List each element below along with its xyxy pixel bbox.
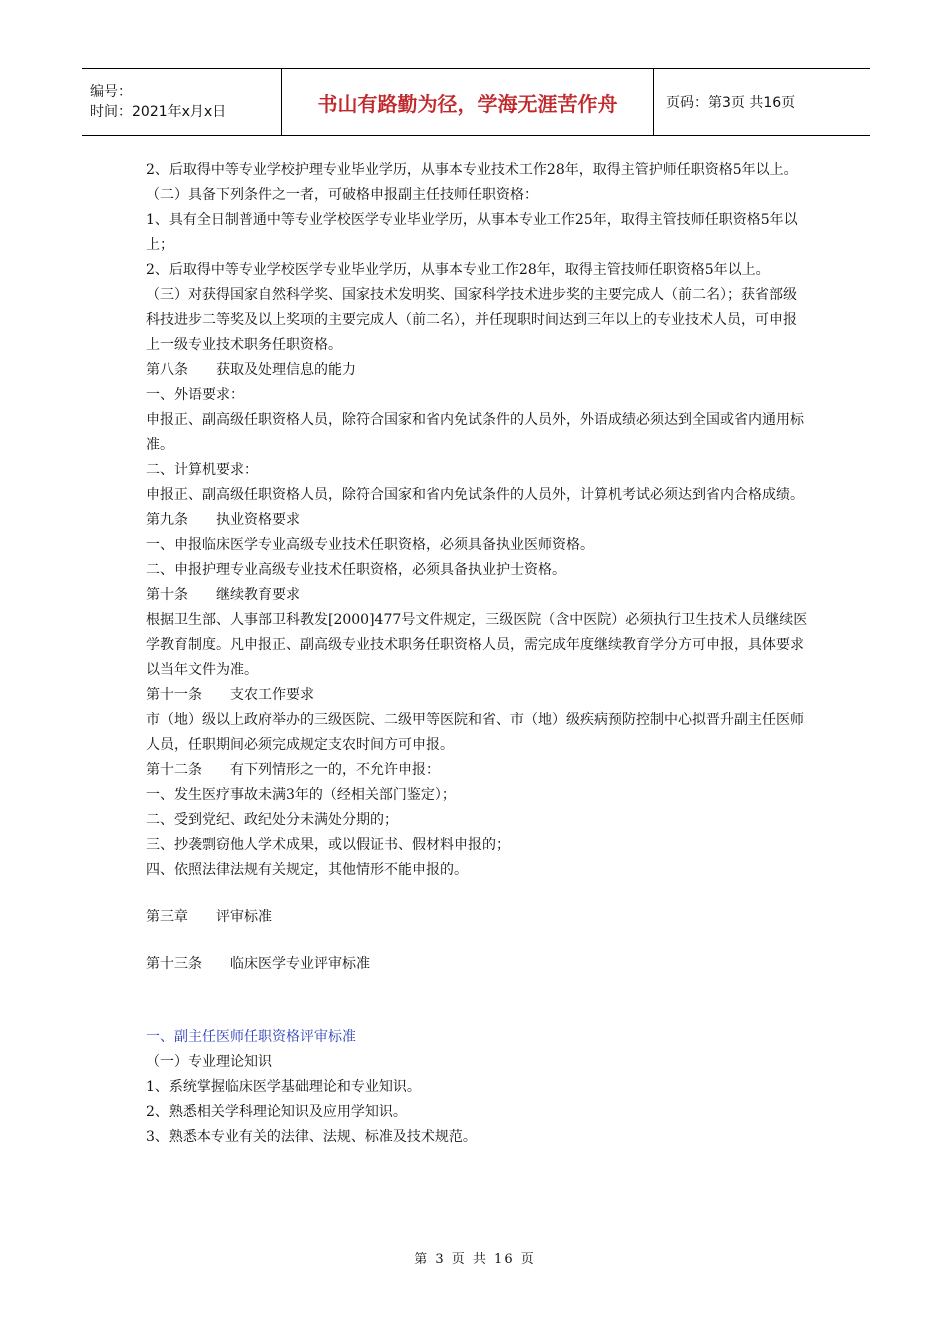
article-heading (146, 683, 810, 708)
header-meta (82, 69, 282, 135)
paragraph: 一、外语要求： (146, 387, 244, 403)
article-number: 第十一条 (146, 687, 202, 703)
article-number: 第十三条 (146, 956, 202, 972)
date-label: 时间：2021年x月x日 (90, 104, 227, 120)
motto-text: 书山有路勤为径，学海无涯苦作舟 (317, 91, 618, 116)
document-header (82, 68, 870, 136)
article-title: 执业资格要求 (216, 512, 300, 528)
paragraph: 申报正、副高级任职资格人员，除符合国家和省内免试条件的人员外，计算机考试必须达到省内合格成绩。 (146, 487, 804, 503)
header-page-info (654, 69, 870, 135)
paragraph: 3、熟悉本专业有关的法律、法规、标准及技术规范。 (146, 1129, 477, 1145)
article-heading (146, 508, 810, 533)
paragraph: 根据卫生部、人事部卫科教发[2000]477号文件规定，三级医院（含中医院）必须执行卫生技术人员继续医学教育制度。凡申报正、副高级专业技术职务任职资格人员，需完成年度继续教育学分方可申报，具体要求以当年文件为准。 (146, 612, 808, 678)
section-heading: 一、副主任医师任职资格评审标准 (146, 1029, 356, 1045)
article-number: 第十二条 (146, 762, 202, 778)
paragraph: 2、熟悉相关学科理论知识及应用学知识。 (146, 1104, 407, 1120)
document-body (146, 158, 810, 1150)
article-number: 第九条 (146, 512, 188, 528)
chapter-title: 评审标准 (216, 909, 272, 925)
paragraph: 二、申报护理专业高级专业技术任职资格，必须具备执业护士资格。 (146, 562, 566, 578)
article-title: 继续教育要求 (216, 587, 300, 603)
paragraph: 1、系统掌握临床医学基础理论和专业知识。 (146, 1079, 421, 1095)
article-number: 第十条 (146, 587, 188, 603)
footer-page-number: 第 3 页 共 16 页 (414, 1252, 536, 1267)
paragraph: 一、申报临床医学专业高级专业技术任职资格，必须具备执业医师资格。 (146, 537, 594, 553)
article-heading (146, 758, 810, 783)
chapter-heading (146, 905, 810, 930)
paragraph: 一、发生医疗事故未满3年的（经相关部门鉴定）； (146, 787, 456, 803)
article-number: 第八条 (146, 362, 188, 378)
page-info-text: 页码：第3页 共16页 (666, 95, 796, 111)
header-motto (282, 69, 654, 135)
article-title: 有下列情形之一的，不允许申报： (230, 762, 440, 778)
article-heading (146, 952, 810, 977)
paragraph: （三）对获得国家自然科学奖、国家技术发明奖、国家科学技术进步奖的主要完成人（前二名）；获省部级科技进步二等奖及以上奖项的主要完成人（前二名），并任现职时间达到三年以上的专业技术人员，可申报上一级专业技术职务任职资格。 (146, 287, 797, 353)
number-label: 编号： (90, 84, 132, 100)
paragraph: （二）具备下列条件之一者，可破格申报副主任技师任职资格： (146, 187, 538, 203)
paragraph: 三、抄袭剽窃他人学术成果，或以假证书、假材料申报的； (146, 837, 510, 853)
paragraph: 2、后取得中等专业学校护理专业毕业学历，从事本专业技术工作28年，取得主管护师任职资格5年以上。 (146, 162, 798, 178)
article-heading (146, 583, 810, 608)
paragraph: 二、计算机要求： (146, 462, 258, 478)
article-title: 获取及处理信息的能力 (216, 362, 356, 378)
paragraph: 市（地）级以上政府举办的三级医院、二级甲等医院和省、市（地）级疾病预防控制中心拟晋升副主任医师人员，任职期间必须完成规定支农时间方可申报。 (146, 712, 804, 753)
chapter-number: 第三章 (146, 909, 188, 925)
paragraph: 四、依照法律法规有关规定，其他情形不能申报的。 (146, 862, 468, 878)
page-footer (0, 1248, 950, 1267)
paragraph: （一）专业理论知识 (146, 1054, 272, 1070)
paragraph: 2、后取得中等专业学校医学专业毕业学历，从事本专业工作28年，取得主管技师任职资格5年以上。 (146, 262, 770, 278)
paragraph: 二、受到党纪、政纪处分未满处分期的； (146, 812, 398, 828)
paragraph: 1、具有全日制普通中等专业学校医学专业毕业学历，从事本专业工作25年，取得主管技师任职资格5年以上； (146, 212, 798, 253)
article-heading (146, 358, 810, 383)
paragraph: 申报正、副高级任职资格人员，除符合国家和省内免试条件的人员外，外语成绩必须达到全国或省内通用标准。 (146, 412, 804, 453)
article-title: 支农工作要求 (230, 687, 314, 703)
article-title: 临床医学专业评审标准 (230, 956, 370, 972)
